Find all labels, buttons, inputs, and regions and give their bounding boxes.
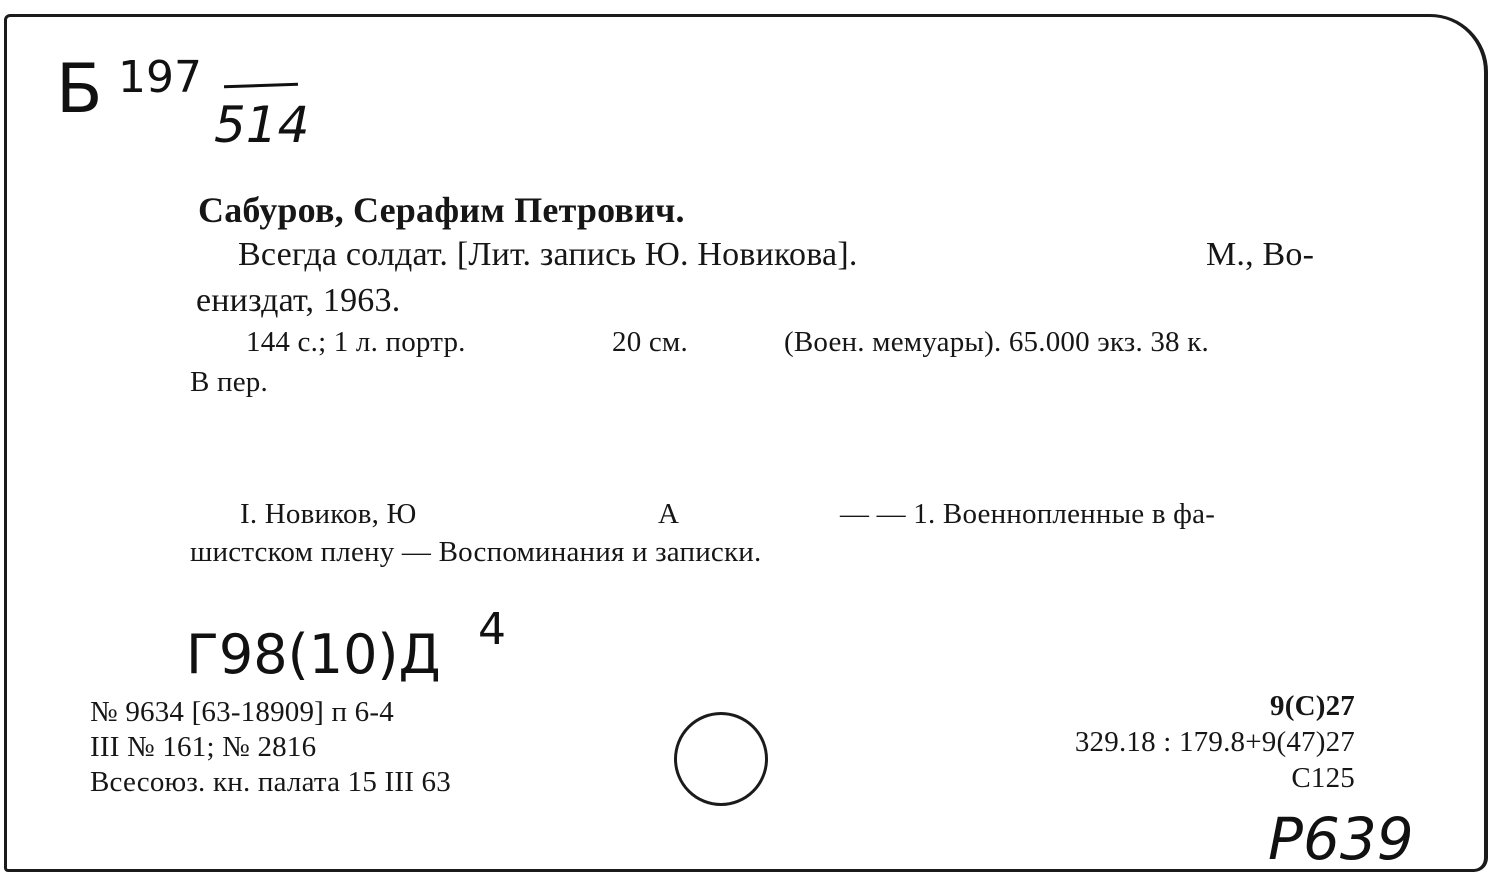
handwritten-shelf-code: Р639 [1268, 805, 1414, 873]
footer-author-mark: С125 [1291, 762, 1355, 794]
title-line-1-end: М., Во- [1206, 236, 1315, 273]
hole-circle [674, 712, 768, 806]
author-heading: Сабуров, Серафим Петрович. [198, 190, 685, 230]
tracing-initial: А [658, 498, 680, 530]
handwritten-classmark: Г98(10)Д [186, 623, 441, 686]
handwritten-classmark-sup: 4 [478, 604, 506, 655]
tracing-subject: — — 1. Военнопленные в фа- [840, 498, 1216, 530]
title-line-1: Всегда солдат. [Лит. запись Ю. Новикова]. [238, 236, 858, 273]
footer-class-index: 329.18 : 179.8+9(47)27 [1074, 726, 1355, 758]
collation-pagination: 144 с.; 1 л. портр. [246, 326, 466, 358]
footer-registration: III № 161; № 2816 [90, 731, 317, 763]
binding-note: В пер. [190, 366, 268, 398]
tracing-added-entry: I. Новиков, Ю [240, 498, 417, 530]
collation-series: (Воен. мемуары). 65.000 экз. 38 к. [784, 326, 1209, 358]
collation-size: 20 см. [612, 326, 688, 358]
footer-udc: 9(С)27 [1270, 690, 1355, 722]
handwritten-call-number: 197 [118, 52, 202, 103]
footer-card-number: № 9634 [63-18909] п 6-4 [90, 696, 394, 728]
footer-chamber: Всесоюз. кн. палата 15 III 63 [90, 766, 451, 798]
tracing-subject-cont: шистском плену — Воспоминания и записки. [190, 536, 762, 568]
title-line-2: ениздат, 1963. [196, 282, 401, 319]
handwritten-call-prefix: Б [56, 50, 103, 129]
handwritten-call-sub: 514 [214, 96, 310, 154]
